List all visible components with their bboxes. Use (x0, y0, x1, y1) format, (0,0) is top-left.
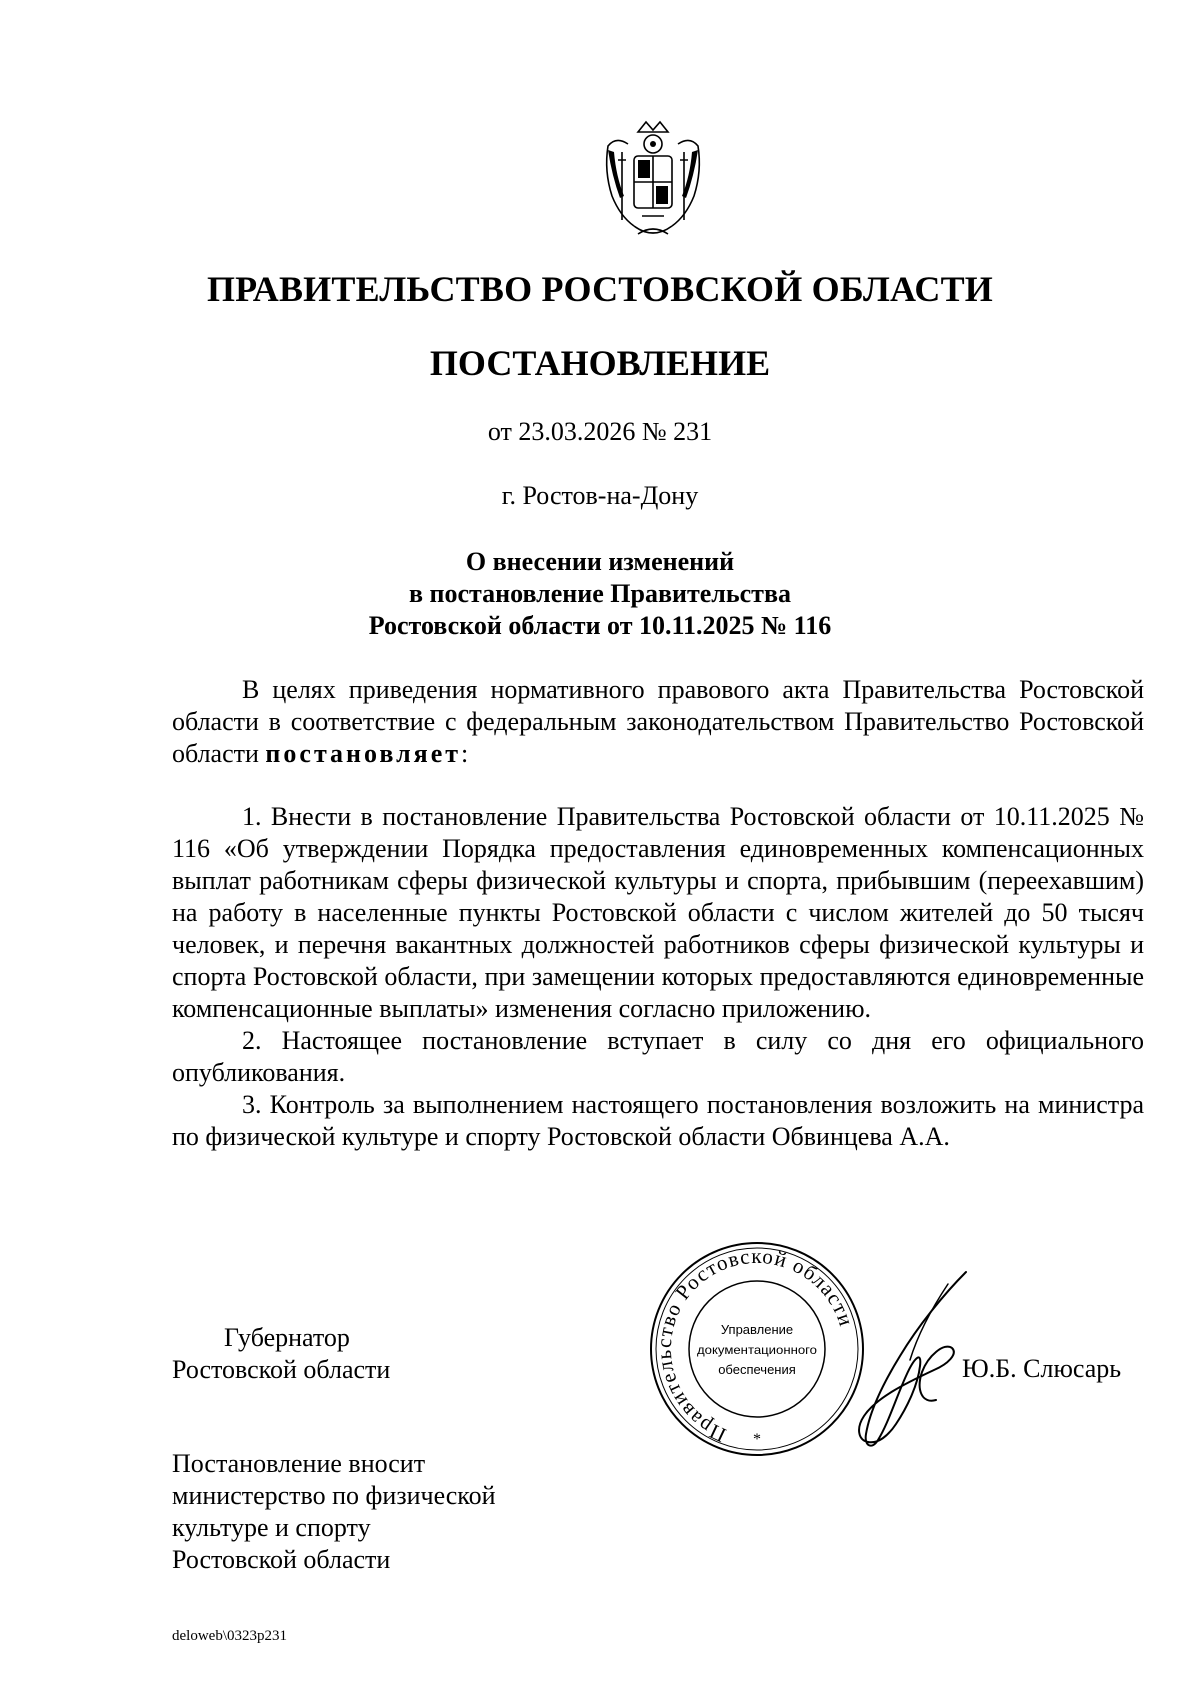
stamp-line: обеспечения (718, 1362, 796, 1377)
intro-note-line: Постановление вносит (172, 1449, 426, 1478)
organization-title: ПРАВИТЕЛЬСТВО РОСТОВСКОЙ ОБЛАСТИ (206, 269, 994, 309)
subject-line: в постановление Правительства (408, 579, 791, 608)
document-subject (0, 546, 1200, 642)
resolution-items (172, 801, 1144, 1153)
document-city: г. Ростов-на-Дону (501, 481, 699, 510)
stamp-line: документационного (697, 1343, 818, 1357)
official-stamp (646, 1238, 868, 1460)
resolution-item: 1. Внести в постановление Правительства Ростовской области от 10.11.2025 № 116 «Об утверждении Порядка предоставления единовременных компенсационных выплат работникам сферы физической культуры и спорта, прибывшим (переехавшим) на работу в населенные пункты Ростовской области с числом жителей до 50 тысяч человек, и перечня вакантных должностей работников сферы физической культуры и спорта Ростовской области, при замещении которых предоставляются единовременные компенсационные выплаты» изменения согласно приложению. (172, 802, 1144, 1023)
signatory-title (172, 1322, 390, 1386)
introducing-ministry-note (172, 1448, 496, 1576)
document-type-heading: ПОСТАНОВЛЕНИЕ (429, 343, 771, 383)
handwritten-signature (848, 1264, 978, 1454)
intro-note-line: министерство по физической (172, 1481, 496, 1510)
intro-note-line: культуре и спорту (172, 1513, 371, 1542)
preamble-paragraph (172, 674, 1144, 770)
preamble-text: В целях приведения нормативного правового акта Правительства Ростовской области в соответствие с федеральным законодательством Правительство Ростовской области (172, 675, 1144, 768)
signatory-name: Ю.Б. Слюсарь (962, 1354, 1122, 1383)
stamp-line: Управление (720, 1322, 794, 1337)
stamp-ring-text: Правительство Ростовской области (651, 1243, 859, 1448)
intro-note-line: Ростовской области (172, 1545, 391, 1574)
coat-of-arms-icon (598, 116, 708, 246)
preamble-end: : (461, 739, 469, 768)
resolution-item: 3. Контроль за выполнением настоящего постановления возложить на министра по физической культуре и спорту Ростовской области Обвинцева А.А. (172, 1090, 1144, 1151)
document-date-number: от 23.03.2026 № 231 (487, 417, 713, 446)
resolution-item: 2. Настоящее постановление вступает в силу со дня его официального опубликования. (172, 1026, 1144, 1087)
signatory-title-line: Ростовской области (172, 1355, 391, 1384)
preamble-emphasis: постановляет (265, 739, 462, 768)
subject-line: О внесении изменений (465, 547, 735, 576)
stamp-star: * (753, 1431, 761, 1448)
registration-code: deloweb\0323p231 (172, 1628, 287, 1644)
subject-line: Ростовской области от 10.11.2025 № 116 (368, 611, 832, 640)
signatory-title-line: Губернатор (224, 1323, 350, 1352)
